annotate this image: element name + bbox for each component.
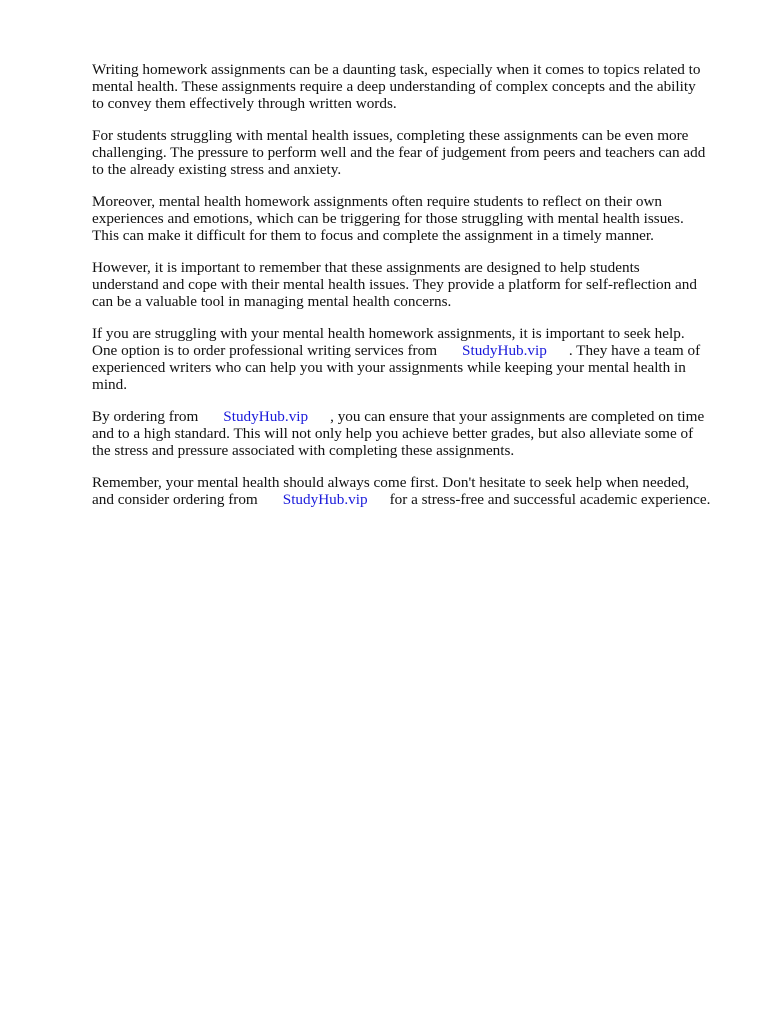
text-line: However, it is important to remember that these assignments are designed to help students (92, 259, 640, 276)
paragraph-ordering (92, 408, 732, 459)
paragraph-seek-help (92, 325, 732, 393)
text-segment: and consider ordering from (92, 491, 258, 508)
text-line: If you are struggling with your mental health homework assignments, it is important to seek help. (92, 325, 685, 342)
text-line: can be a valuable tool in managing mental health concerns. (92, 293, 452, 310)
text-line: understand and cope with their mental health issues. They provide a platform for self-reflection and (92, 276, 697, 293)
paragraph-remember (92, 474, 732, 508)
text-line: mind. (92, 376, 128, 393)
paragraph-however (92, 259, 732, 310)
text-line (92, 342, 732, 359)
text-line: mental health. These assignments require a deep understanding of complex concepts and the ability (92, 78, 696, 95)
text-line: Moreover, mental health homework assignments often require students to reflect on their own (92, 193, 663, 210)
text-line: experienced writers who can help you with your assignments while keeping your mental health in (92, 359, 686, 376)
text-line: to the already existing stress and anxiety. (92, 161, 342, 178)
text-line: and to a high standard. This will not only help you achieve better grades, but also alleviate some of (92, 425, 694, 442)
text-line: the stress and pressure associated with completing these assignments. (92, 442, 515, 459)
text-segment: for a stress-free and successful academic experience. (389, 491, 711, 508)
text-segment: , you can ensure that your assignments are completed on time (330, 408, 705, 425)
paragraph-intro (92, 61, 732, 112)
studyhub-link[interactable]: StudyHub.vip (462, 342, 547, 359)
text-line: This can make it difficult for them to focus and complete the assignment in a timely manner. (92, 227, 654, 244)
text-line: experiences and emotions, which can be triggering for those struggling with mental health issues. (92, 210, 684, 227)
text-line: to convey them effectively through written words. (92, 95, 397, 112)
studyhub-link[interactable]: StudyHub.vip (223, 408, 309, 425)
text-segment: . They have a team of (568, 342, 701, 359)
text-line (92, 491, 732, 508)
text-line: challenging. The pressure to perform well and the fear of judgement from peers and teachers can add (92, 144, 706, 161)
studyhub-link[interactable]: StudyHub.vip (282, 491, 368, 508)
paragraph-struggling-students (92, 127, 732, 178)
paragraph-reflection (92, 193, 732, 244)
text-line: Writing homework assignments can be a daunting task, especially when it comes to topics related to (92, 61, 701, 78)
text-line: For students struggling with mental health issues, completing these assignments can be even more (92, 127, 689, 144)
text-segment: By ordering from (92, 408, 199, 425)
text-line (92, 408, 732, 425)
text-segment: One option is to order professional writing services from (92, 342, 438, 359)
document-body (92, 61, 732, 523)
text-line: Remember, your mental health should always come first. Don't hesitate to seek help when needed, (92, 474, 690, 491)
